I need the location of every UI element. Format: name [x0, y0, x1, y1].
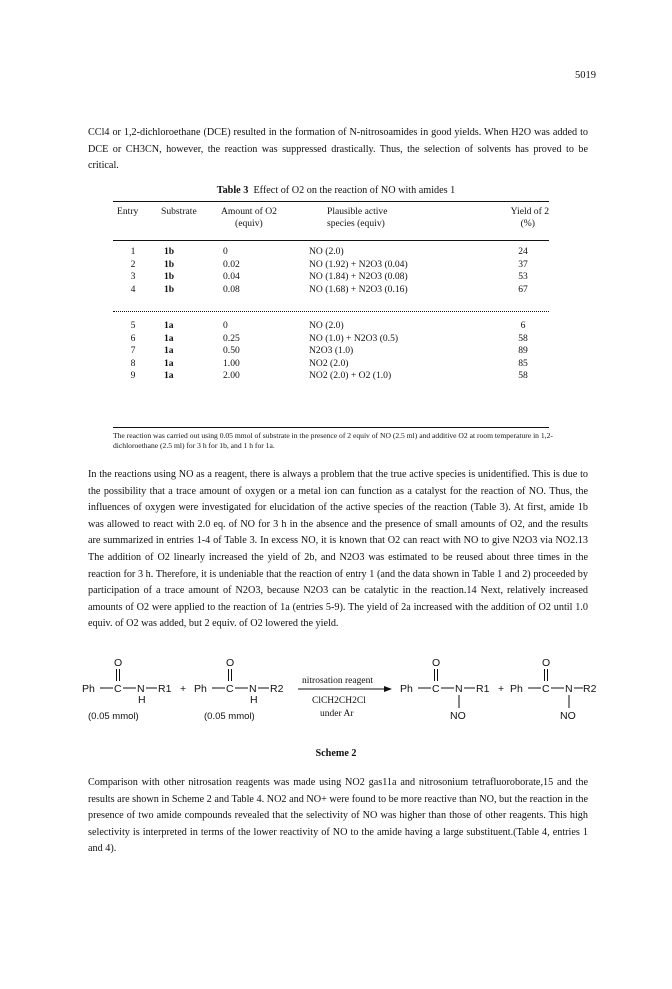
- table-row: [113, 259, 549, 271]
- cell-species: NO (2.0): [309, 246, 344, 257]
- reactant1-n: N: [137, 683, 145, 695]
- table-row: [113, 333, 549, 345]
- cell-yield: 89: [518, 345, 528, 357]
- table-row: [113, 320, 549, 332]
- cell-amount: 0.02: [223, 258, 240, 270]
- cell-yield: 67: [518, 283, 528, 295]
- table-group-separator: [113, 311, 549, 312]
- cell-amount: 0.50: [223, 345, 240, 357]
- reactant1-r1: R1: [158, 683, 172, 695]
- cell-species: NO (1.68) + N2O3 (0.16): [309, 283, 408, 295]
- cell-entry: 4: [130, 283, 136, 295]
- table-bottom-rule: [113, 427, 549, 428]
- cell-entry: 6: [130, 332, 136, 344]
- table-row: [113, 358, 549, 370]
- cell-amount: 2.00: [223, 370, 240, 382]
- cell-amount: 0.08: [223, 283, 240, 295]
- table-caption: [0, 185, 672, 196]
- reactant2-r2: R2: [270, 683, 284, 695]
- cell-entry: 9: [130, 370, 136, 382]
- paragraph-intro: CCl4 or 1,2-dichloroethane (DCE) resulted in the formation of N-nitrosoamides in good yields. When H2O was added to DCE or CH3CN, however, the reaction was suppressed drastically. Thus, the selection of solvents has proved to be critical.: [88, 127, 588, 172]
- cell-amount: 1.00: [223, 357, 240, 369]
- scheme-2-diagram: [80, 645, 600, 735]
- table-row: [113, 345, 549, 357]
- table-header-rule: [113, 240, 549, 241]
- table-footnote: The reaction was carried out using 0.05 mmol of substrate in the presence of 2 equiv of NO (2.5 ml) and additive O2 at room temperature in 1,2-dichloroethane (2.5 ml) for 3 h for 1b, and 1 h for 1a.: [113, 431, 553, 450]
- header-yield-unit: (%): [520, 218, 535, 229]
- cell-species: NO (1.92) + N2O3 (0.04): [309, 258, 408, 270]
- header-entry: Entry: [117, 206, 139, 217]
- paragraph-discussion: In the reactions using NO as a reagent, there is always a problem that the true active species is unidentified. This is due to the possibility that a trace amount of oxygen or a metal ion can function as a catalyst for the reaction of NO. Thus, the influences of oxygen were investigated for elucidation of the active species of the reaction (Table 3). At first, amide 1b was allowed to react with 2.0 eq. of NO for 3 h in the absence and the presence of small amounts of O2, and the results are summarized in entries 1-4 of Table 3. In excess NO, it is known that O2 can react with NO to give N2O3 via NO2.13 The addition of O2 linearly increased the yield of 2b, and N2O3 was estimated to be reused about three times in the reaction for 3 h. Therefore, it is undeniable that the reaction of entry 1 (and the data shown in Table 1 and 2) proceeded by participation of a trace amount of N2O3, because N2O3 can be catalytic in the reaction.14 Next, relatively increased amounts of O2 were applied to the reaction of 1a (entries 5-9). The yield of 2a increased with the addition of O2 until 1.0 equiv. of O2 was added, but 2 equiv. of O2 lowered the yield.: [88, 469, 588, 630]
- cell-species: NO (1.0) + N2O3 (0.5): [309, 332, 399, 344]
- cell-yield: 58: [518, 332, 528, 344]
- cell-species: NO (1.84) + N2O3 (0.08): [309, 271, 408, 283]
- cell-amount: 0: [223, 246, 228, 257]
- cell-entry: 7: [130, 345, 136, 357]
- cell-substrate: 1a: [164, 320, 174, 331]
- cell-yield: 37: [518, 258, 528, 270]
- table-caption-text: Effect of O2 on the reaction of NO with amides 1: [253, 185, 456, 196]
- product2-r2: R2: [583, 683, 597, 695]
- product1-no: NO: [450, 710, 466, 722]
- reactant2-ph: Ph: [194, 683, 207, 695]
- reactant2-h: H: [250, 694, 258, 706]
- cell-substrate: 1b: [164, 271, 175, 283]
- reactant1-amount: (0.05 mmol): [88, 711, 139, 722]
- cell-substrate: 1a: [164, 357, 174, 369]
- product1-n: N: [455, 683, 463, 695]
- header-amount-unit: (equiv): [235, 218, 263, 229]
- product2-no: NO: [560, 710, 576, 722]
- product2-c: C: [542, 683, 550, 695]
- reactant1-h: H: [138, 694, 146, 706]
- table-row: [113, 370, 549, 382]
- table-row: [113, 246, 549, 258]
- table-row: [113, 271, 549, 283]
- cell-species: NO2 (2.0): [309, 357, 349, 369]
- header-yield: Yield of 2: [510, 206, 549, 217]
- plus-sign-2: +: [498, 683, 505, 695]
- cell-substrate: 1a: [164, 370, 174, 382]
- product1-r1: R1: [476, 683, 490, 695]
- reactant2-amount: (0.05 mmol): [204, 711, 255, 722]
- cell-entry: 8: [130, 357, 136, 369]
- table-label: Table 3: [216, 185, 249, 196]
- cell-yield: 53: [518, 271, 528, 283]
- cell-yield: 6: [520, 320, 526, 331]
- cell-substrate: 1a: [164, 332, 174, 344]
- reactant2-n: N: [249, 683, 257, 695]
- cell-amount: 0: [223, 320, 228, 331]
- reactant2-o: O: [226, 657, 235, 669]
- product2-n: N: [565, 683, 573, 695]
- scheme-label: Scheme 2: [315, 748, 357, 759]
- atmosphere-label: under Ar: [320, 709, 354, 719]
- reactant1-ph: Ph: [82, 683, 95, 695]
- cell-entry: 5: [130, 320, 136, 331]
- product2-o: O: [542, 657, 551, 669]
- cell-species: NO (2.0): [309, 320, 344, 331]
- cell-substrate: 1b: [164, 258, 175, 270]
- solvent-label: ClCH2CH2Cl: [312, 696, 366, 706]
- header-amount: Amount of O2: [221, 206, 277, 217]
- cell-yield: 24: [518, 246, 528, 257]
- header-species-unit: species (equiv): [327, 218, 385, 229]
- header-substrate: Substrate: [161, 206, 197, 217]
- cell-entry: 3: [130, 271, 136, 283]
- cell-amount: 0.25: [223, 332, 240, 344]
- product2-ph: Ph: [510, 683, 523, 695]
- page-number: 5019: [575, 70, 596, 81]
- product1-o: O: [432, 657, 441, 669]
- table-row: [113, 284, 549, 296]
- cell-substrate: 1b: [164, 246, 175, 257]
- product1-c: C: [432, 683, 440, 695]
- cell-species: N2O3 (1.0): [309, 345, 354, 357]
- cell-entry: 2: [130, 258, 136, 270]
- cell-amount: 0.04: [223, 271, 240, 283]
- table-top-rule: [113, 201, 549, 202]
- table-header: [113, 206, 549, 236]
- cell-yield: 85: [518, 357, 528, 369]
- reagent-label: nitrosation reagent: [302, 676, 373, 686]
- plus-sign-1: +: [180, 683, 187, 695]
- cell-entry: 1: [130, 246, 136, 257]
- cell-substrate: 1b: [164, 283, 175, 295]
- reactant2-c: C: [226, 683, 234, 695]
- cell-species: NO2 (2.0) + O2 (1.0): [309, 370, 392, 382]
- paragraph-comparison: Comparison with other nitrosation reagents was made using NO2 gas11a and nitrosonium tetrafluoroborate,15 and the results are shown in Scheme 2 and Table 4. NO2 and NO+ were found to be more reactive than NO, but the reaction in the presence of two amide compounds revealed that the selectivity of NO was higher than those of other reagents. This high selectivity is interpreted in terms of the lower reactivity of NO to the amide having a large substituent.(Table 4, entries 1 and 4).: [88, 777, 588, 855]
- cell-substrate: 1a: [164, 345, 174, 357]
- reactant1-o: O: [114, 657, 123, 669]
- header-species: Plausible active: [327, 206, 388, 217]
- cell-yield: 58: [518, 370, 528, 382]
- product1-ph: Ph: [400, 683, 413, 695]
- reactant1-c: C: [114, 683, 122, 695]
